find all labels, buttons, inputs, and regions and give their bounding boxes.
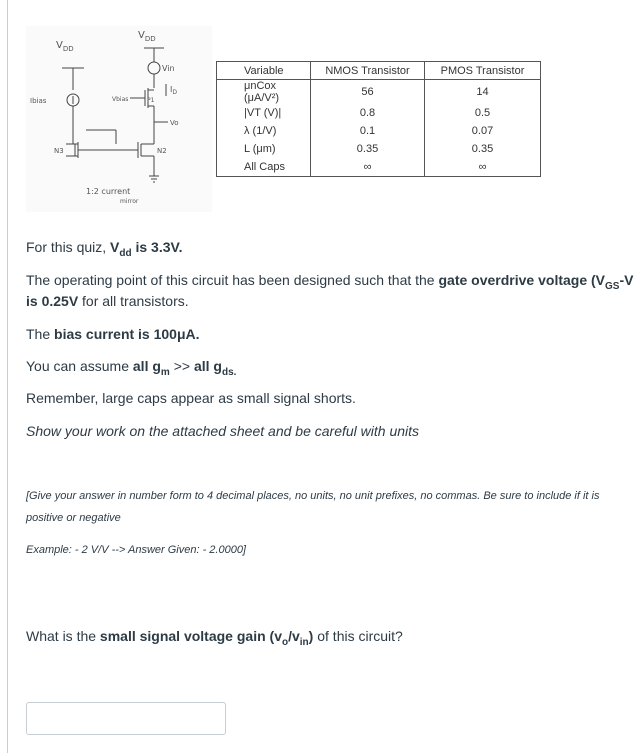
id-label: $I_D$ <box>170 85 177 96</box>
assumption-statement: You can assume all $g_m$ >> all $g_{ds.}$ <box>26 358 237 378</box>
table-cell: L (μm) <box>217 140 311 158</box>
work-note: Show your work on the attached sheet and be careful with units <box>26 423 420 439</box>
table-cell: ∞ <box>311 158 425 177</box>
ibias-label: Ibias <box>30 97 47 105</box>
question-text: What is the small signal voltage gain $(v_o/v_{in})$ of this circuit? <box>26 628 403 648</box>
table-cell: 0.35 <box>425 140 541 158</box>
answer-instructions-line1: [Give your answer in number form to 4 decimal places, no units, no unit prefixes, no commas. Be sure to include if it is <box>26 490 600 502</box>
header-variable: Variable <box>217 62 311 80</box>
answer-instructions-line2: positive or negative <box>26 512 121 524</box>
table-cell: 0.5 <box>425 104 541 122</box>
header-pmos: PMOS Transistor <box>425 62 541 80</box>
table-row <box>217 80 541 105</box>
table-header-row <box>217 62 541 80</box>
table-cell: All Caps <box>217 158 311 177</box>
vdd-statement: For this quiz, $V_{dd}$ is 3.3V. <box>26 239 183 259</box>
operating-point-line2: is 0.25V for all transistors. <box>26 293 189 309</box>
vdd-left-label: $V_{DD}$ <box>56 40 74 53</box>
bias-current-statement: The bias current is 100μA. <box>26 326 200 342</box>
table-cell: ∞ <box>425 158 541 177</box>
answer-input[interactable] <box>26 702 226 735</box>
table-cell: 0.07 <box>425 122 541 140</box>
n3-label: N3 <box>54 147 64 155</box>
header-nmos: NMOS Transistor <box>311 62 425 80</box>
table-cell: 0.1 <box>311 122 425 140</box>
parameter-table <box>216 61 541 177</box>
table-cell: μnCox (μA/V²) <box>217 80 311 105</box>
table-row <box>217 104 541 122</box>
table-row <box>217 140 541 158</box>
mirror-caption-1: 1:2 current <box>86 187 131 196</box>
p1-label: P1 <box>147 97 155 104</box>
table-cell: 56 <box>311 80 425 105</box>
operating-point-line1: The operating point of this circuit has been designed such that the gate overdrive voltage ($V_{GS}-V$ <box>26 272 634 292</box>
vbias-label: Vbias <box>112 96 129 103</box>
vdd-top-label: $V_{DD}$ <box>138 30 156 43</box>
circuit-sketch <box>26 26 212 212</box>
vo-label: Vo <box>170 119 179 127</box>
table-cell: 0.8 <box>311 104 425 122</box>
table-cell: 14 <box>425 80 541 105</box>
table-row <box>217 122 541 140</box>
table-row <box>217 158 541 177</box>
left-border <box>7 0 8 753</box>
mirror-caption-2: mirror <box>120 198 139 205</box>
vin-label: Vin <box>162 64 175 73</box>
table-cell: |VT (V)| <box>217 104 311 122</box>
table-cell: λ (1/V) <box>217 122 311 140</box>
table-cell: 0.35 <box>311 140 425 158</box>
n2-label: N2 <box>157 147 167 155</box>
answer-instructions <box>26 485 599 529</box>
answer-example: Example: - 2 V/V --> Answer Given: - 2.0000] <box>26 544 246 556</box>
caps-note: Remember, large caps appear as small signal shorts. <box>26 390 356 406</box>
